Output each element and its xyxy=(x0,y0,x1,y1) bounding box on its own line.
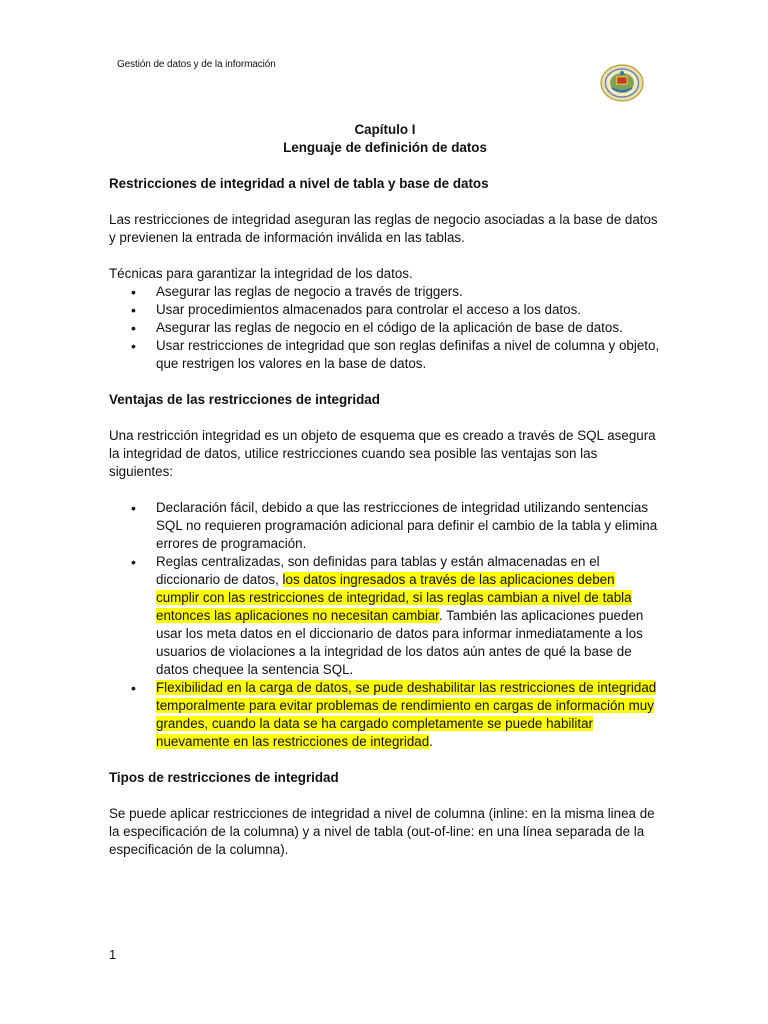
highlighted-text: Flexibilidad en la carga de datos, se pude deshabilitar las restricciones de integridad temporalmente para evitar problemas de rendimiento en cargas de información muy grandes, cuando la data se ha cargado completamente se puede habilitar nuevamente en las restricciones de integridad xyxy=(156,680,657,749)
document-body xyxy=(109,121,661,859)
section-heading-types: Tipos de restricciones de integridad xyxy=(109,770,339,785)
list-item: • Declaración fácil, debido a que las restricciones de integridad utilizando sentencias SQL no requieren programación adicional para definir el cambio de la tabla y elimina errores de programación. xyxy=(156,499,661,553)
bullet-text: . También las aplicaciones pueden usar los meta datos en el diccionario de datos para informar inmediatamente a los usuarios de violaciones a la integridad de los datos aún antes de qué la base de datos chequee la sentencia SQL. xyxy=(156,608,644,677)
types-paragraph: Se puede aplicar restricciones de integridad a nivel de columna (inline: en la misma linea de la especificación de la columna) y a nivel de tabla (out-of-line: en una línea separada de la especificación de la columna). xyxy=(109,806,655,857)
chapter-label: Capítulo I xyxy=(354,122,416,137)
list-item: • Asegurar las reglas de negocio a través de triggers. xyxy=(156,283,661,301)
section-heading-integrity: Restricciones de integridad a nivel de tabla y base de datos xyxy=(109,176,489,191)
advantages-paragraph: Una restricción integridad es un objeto de esquema que es creado a través de SQL asegura la integridad de datos, utilice restricciones cuando sea posible las ventajas son las siguientes: xyxy=(109,428,656,479)
chapter-title: Lenguaje de definición de datos xyxy=(283,140,487,155)
university-seal-logo xyxy=(600,64,644,102)
page-number: 1 xyxy=(109,947,117,962)
list-item: • Asegurar las reglas de negocio en el código de la aplicación de base de datos. xyxy=(156,319,661,337)
intro-paragraph: Las restricciones de integridad aseguran las reglas de negocio asociadas a la base de datos y previenen la entrada de información inválida en las tablas. xyxy=(109,212,658,245)
highlighted-text: los datos ingresados a través de las aplicaciones deben cumplir con las restricciones de integridad, si las reglas cambian a nivel de tabla entonces las aplicaciones no necesitan cambiar xyxy=(156,572,632,623)
list-item: • Usar restricciones de integridad que son reglas definifas a nivel de columna y objeto, que restrigen los valores en la base de datos. xyxy=(156,337,661,373)
list-item: • Usar procedimientos almacenados para controlar el acceso a los datos. xyxy=(156,301,661,319)
header-title: Gestión de datos y de la información xyxy=(117,59,276,70)
list-item xyxy=(156,553,661,679)
bullet-text: Reglas centralizadas, son definidas para tablas y están almacenadas en el diccionario de datos, xyxy=(156,554,600,587)
bullet-text: . xyxy=(429,734,433,749)
advantages-list xyxy=(109,499,661,751)
section-heading-advantages: Ventajas de las restricciones de integridad xyxy=(109,392,380,407)
list-intro: Técnicas para garantizar la integridad de los datos. xyxy=(109,266,413,281)
list-item xyxy=(156,679,661,751)
techniques-list xyxy=(109,283,661,373)
